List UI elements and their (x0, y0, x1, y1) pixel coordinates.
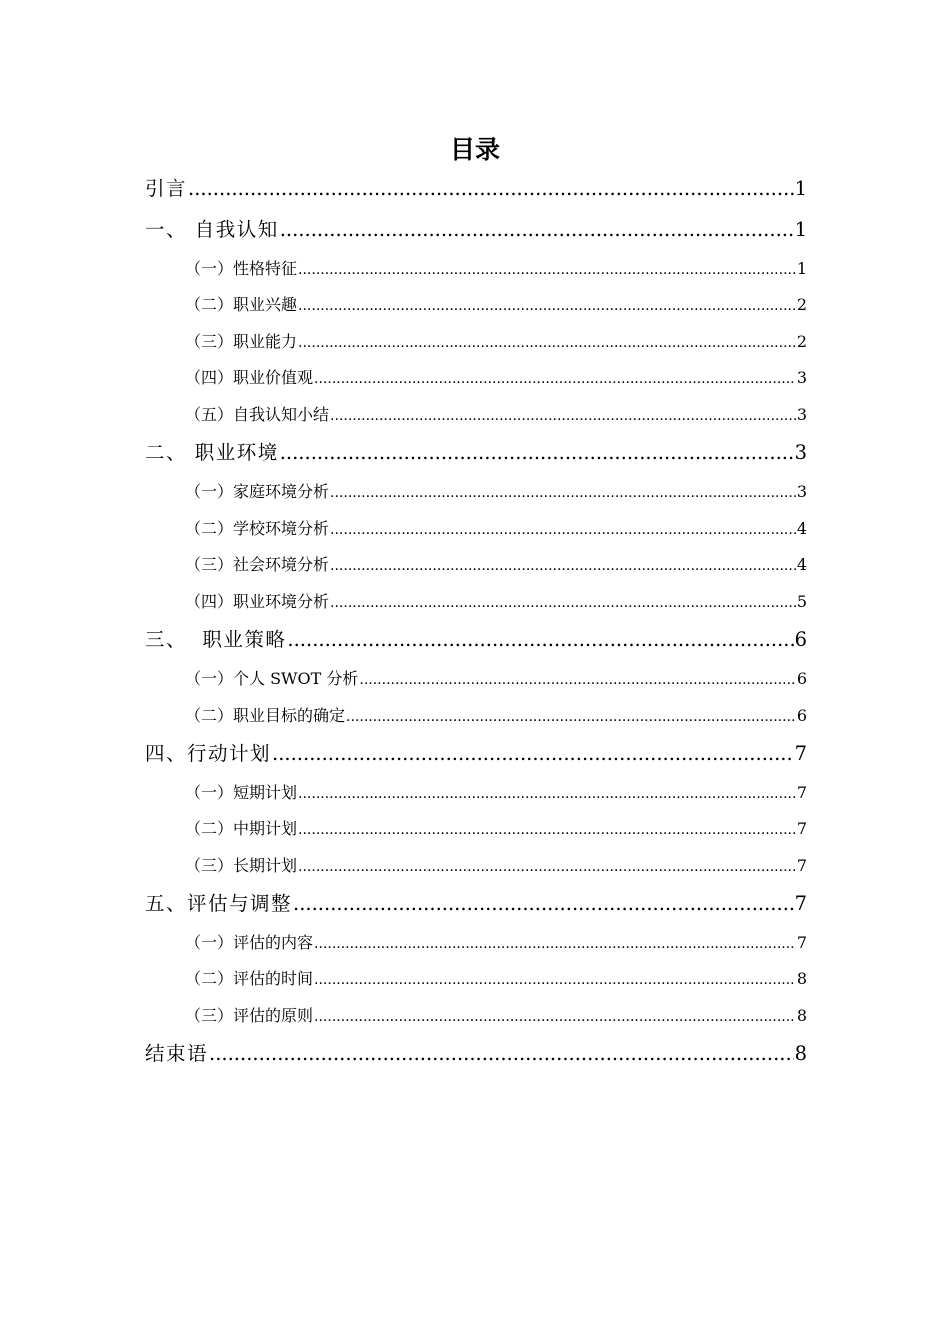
toc-entry-label: （三）评估的原则 (185, 1006, 314, 1025)
toc-entry-label: （一）短期计划 (185, 783, 298, 802)
toc-entry-page: 8 (796, 969, 807, 988)
toc-entry-page: 6 (796, 706, 807, 725)
toc-entry-label: （三）职业能力 (185, 332, 298, 351)
toc-entry-page: 7 (794, 742, 807, 765)
toc-dot-leader (298, 258, 796, 281)
toc-dot-leader (293, 889, 794, 919)
toc-dot-leader (298, 331, 796, 354)
toc-entry-label: 四、行动计划 (145, 742, 272, 765)
toc-entry-page: 1 (794, 218, 807, 241)
toc-dot-leader (359, 668, 795, 691)
toc-dot-leader (298, 294, 796, 317)
toc-entry-label: （一）评估的内容 (185, 933, 314, 952)
toc-entry-label: 一、 自我认知 (145, 218, 279, 241)
page-title: 目录 (449, 135, 500, 164)
toc-entry-page: 7 (796, 856, 807, 875)
toc-entry-page: 1 (794, 177, 807, 200)
toc-entry-label: 结束语 (145, 1042, 209, 1065)
toc-entry-label: 二、 职业环境 (145, 441, 279, 464)
toc-entry-label: （一）性格特征 (185, 259, 298, 278)
toc-entry-page: 7 (796, 819, 807, 838)
toc-entry-page: 7 (796, 933, 807, 952)
toc-entry-label: （四）职业价值观 (185, 368, 314, 387)
toc-entry-page: 7 (796, 783, 807, 802)
toc-entry-page: 4 (796, 519, 807, 538)
toc-entry-label: （三）社会环境分析 (185, 555, 330, 574)
toc-entry[interactable] (185, 403, 807, 427)
toc-entry[interactable] (185, 257, 807, 281)
toc-entry[interactable] (145, 625, 807, 655)
toc-entry[interactable] (185, 590, 807, 614)
toc-entry-page: 2 (796, 332, 807, 351)
toc-entry[interactable] (185, 854, 807, 878)
toc-dot-leader (287, 625, 793, 655)
toc-dot-leader (314, 932, 796, 955)
toc-entry-page: 3 (794, 441, 807, 464)
toc-entry-page: 6 (794, 628, 807, 651)
toc-dot-leader (314, 1005, 796, 1028)
toc-dot-leader (272, 739, 794, 769)
toc-dot-leader (330, 591, 796, 614)
toc-entry-label: （二）职业目标的确定 (185, 706, 346, 725)
toc-entry-page: 3 (796, 368, 807, 387)
toc-entry[interactable] (185, 293, 807, 317)
toc-entry-label: 引言 (145, 177, 188, 200)
toc-entry[interactable] (185, 781, 807, 805)
toc-entry[interactable] (145, 215, 807, 245)
toc-entry-page: 1 (796, 259, 807, 278)
toc-entry[interactable] (145, 1039, 807, 1069)
toc-entry-label: （二）学校环境分析 (185, 519, 330, 538)
toc-entry[interactable] (145, 889, 807, 919)
toc-entry[interactable] (185, 817, 807, 841)
toc-entry-page: 5 (796, 592, 807, 611)
toc-dot-leader (298, 818, 796, 841)
toc-entry-label: （二）评估的时间 (185, 969, 314, 988)
toc-entry[interactable] (185, 480, 807, 504)
toc-entry[interactable] (185, 330, 807, 354)
toc-entry-label: 五、评估与调整 (145, 892, 293, 915)
toc-entry-page: 3 (796, 482, 807, 501)
toc-entry[interactable] (185, 553, 807, 577)
toc-entry[interactable] (145, 174, 807, 204)
toc-entry-label: （二）中期计划 (185, 819, 298, 838)
toc-dot-leader (298, 782, 796, 805)
toc-entry[interactable] (185, 1004, 807, 1028)
toc-entry-page: 6 (796, 669, 807, 688)
toc-dot-leader (330, 554, 796, 577)
toc-dot-leader (330, 404, 796, 427)
toc-entry[interactable] (185, 366, 807, 390)
toc-dot-leader (209, 1039, 794, 1069)
toc-entry[interactable] (185, 704, 807, 728)
toc-entry-label: （二）职业兴趣 (185, 295, 298, 314)
toc-entry-label: （一）个人 SWOT 分析 (185, 669, 359, 688)
toc-dot-leader (330, 518, 796, 541)
toc-entry-page: 2 (796, 295, 807, 314)
toc-entry-page: 7 (794, 892, 807, 915)
toc-entry[interactable] (145, 438, 807, 468)
toc-entry-page: 3 (796, 405, 807, 424)
toc-entry-page: 8 (794, 1042, 807, 1065)
toc-entry[interactable] (185, 967, 807, 991)
toc-dot-leader (298, 855, 796, 878)
toc-entry[interactable] (185, 517, 807, 541)
toc-dot-leader (346, 705, 796, 728)
toc-dot-leader (280, 438, 794, 468)
toc-entry-label: （三）长期计划 (185, 856, 298, 875)
toc-dot-leader (330, 481, 796, 504)
toc-entry-label: （四）职业环境分析 (185, 592, 330, 611)
toc-dot-leader (314, 367, 796, 390)
toc-entry[interactable] (185, 667, 807, 691)
toc-entry[interactable] (185, 931, 807, 955)
toc-entry[interactable] (145, 739, 807, 769)
toc-entry-page: 4 (796, 555, 807, 574)
toc-dot-leader (188, 174, 794, 204)
toc-entry-label: （一）家庭环境分析 (185, 482, 330, 501)
toc-entry-page: 8 (796, 1006, 807, 1025)
toc-entry-label: 三、 职业策略 (145, 628, 287, 651)
toc-dot-leader (280, 215, 794, 245)
toc-dot-leader (314, 968, 796, 991)
toc-entry-label: （五）自我认知小结 (185, 405, 330, 424)
